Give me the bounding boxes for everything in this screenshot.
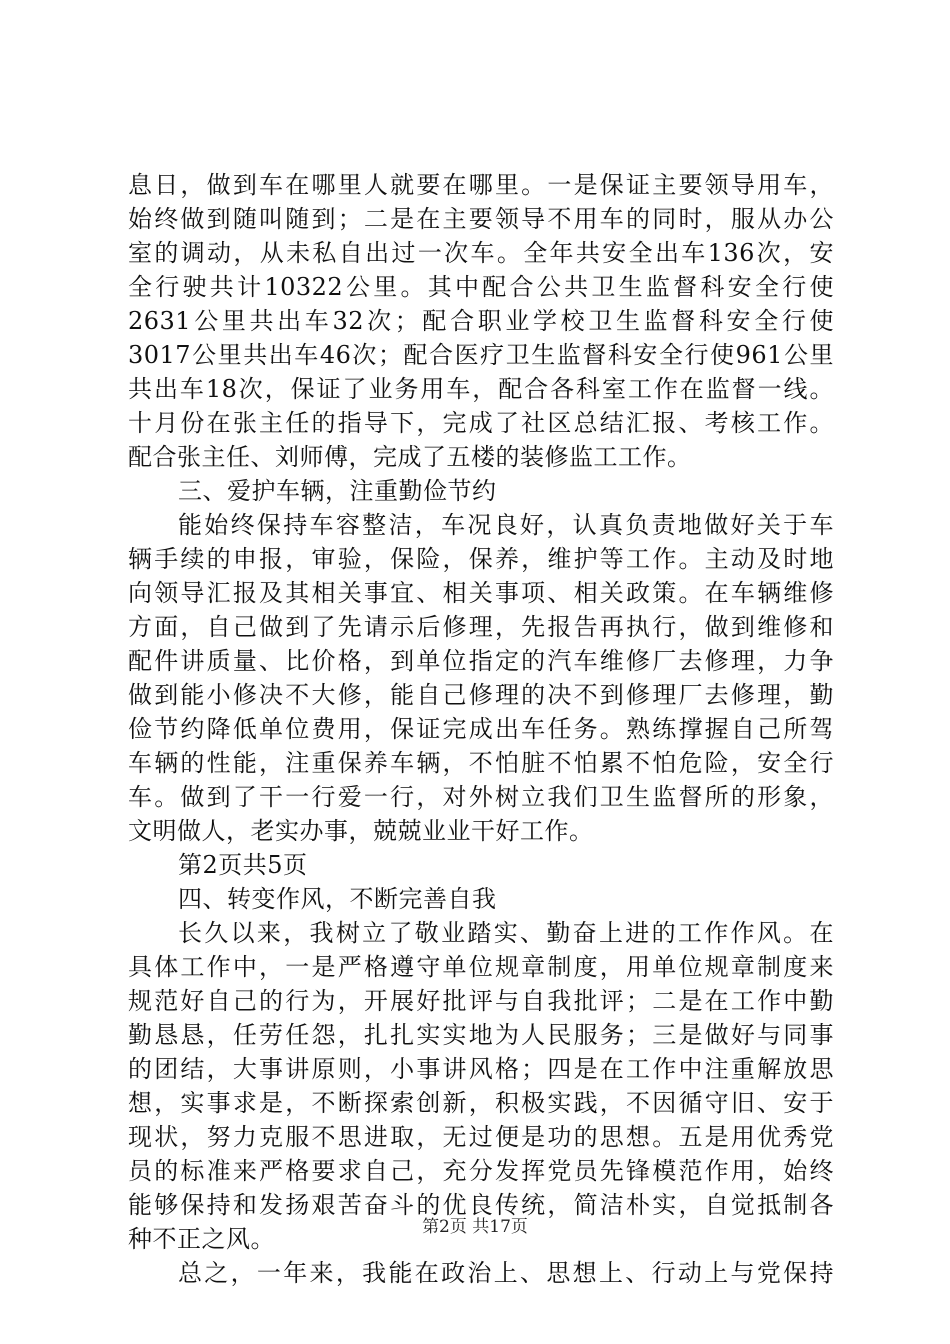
text-line: 车。做到了干一行爱一行，对外树立我们卫生监督所的形象， xyxy=(128,783,834,811)
text-line: 做到能小修决不大修，能自己修理的决不到修理厂去修理，勤 xyxy=(128,681,834,709)
text-line: 的团结，大事讲原则，小事讲风格；四是在工作中注重解放思 xyxy=(128,1055,834,1083)
text-line: 种不正之风。 xyxy=(128,1225,275,1253)
text-line: 车辆的性能，注重保养车辆，不怕脏不怕累不怕危险，安全行 xyxy=(128,749,834,777)
text-line: 长久以来，我树立了敬业踏实、勤奋上进的工作作风。在 xyxy=(178,919,834,947)
text-line: 三、爱护车辆，注重勤俭节约 xyxy=(178,477,497,505)
text-line: 员的标准来严格要求自己，充分发挥党员先锋模范作用，始终 xyxy=(128,1157,834,1185)
text-line: 室的调动，从未私自出过一次车。全年共安全出车136次，安 xyxy=(128,239,834,267)
text-line: 能始终保持车容整洁，车况良好，认真负责地做好关于车 xyxy=(178,511,834,539)
text-line: 十月份在张主任的指导下，完成了社区总结汇报、考核工作。 xyxy=(128,409,834,437)
page-footer: 第2页 共17页 xyxy=(422,1217,528,1237)
document-body xyxy=(128,168,834,1290)
text-line: 具体工作中，一是严格遵守单位规章制度，用单位规章制度来 xyxy=(128,953,834,981)
text-line: 现状，努力克服不思进取，无过便是功的思想。五是用优秀党 xyxy=(128,1123,834,1151)
text-line: 共出车18次，保证了业务用车，配合各科室工作在监督一线。 xyxy=(128,375,834,403)
text-line: 能够保持和发扬艰苦奋斗的优良传统，简洁朴实，自觉抵制各 xyxy=(128,1191,834,1219)
text-line: 文明做人，老实办事，兢兢业业干好工作。 xyxy=(128,817,594,845)
text-line: 配件讲质量、比价格，到单位指定的汽车维修厂去修理，力争 xyxy=(128,647,834,675)
text-line: 向领导汇报及其相关事宜、相关事项、相关政策。在车辆维修 xyxy=(128,579,834,607)
text-line: 规范好自己的行为，开展好批评与自我批评；二是在工作中勤 xyxy=(128,987,834,1015)
text-line: 全行驶共计10322公里。其中配合公共卫生监督科安全行使 xyxy=(128,273,834,301)
text-line: 始终做到随叫随到；二是在主要领导不用车的同时，服从办公 xyxy=(128,205,834,233)
text-line: 息日，做到车在哪里人就要在哪里。一是保证主要领导用车， xyxy=(128,171,834,199)
text-line: 方面，自己做到了先请示后修理，先报告再执行，做到维修和 xyxy=(128,613,834,641)
text-line: 辆手续的申报，审验，保险，保养，维护等工作。主动及时地 xyxy=(128,545,834,573)
text-line: 3017公里共出车46次；配合医疗卫生监督科安全行使961公里 xyxy=(128,341,834,369)
text-line: 勤恳恳，任劳任怨，扎扎实实地为人民服务；三是做好与同事 xyxy=(128,1021,834,1049)
text-line: 俭节约降低单位费用，保证完成出车任务。熟练撑握自己所驾 xyxy=(128,715,834,743)
text-line: 想，实事求是，不断探索创新，积极实践，不因循守旧、安于 xyxy=(128,1089,834,1117)
text-line: 2631公里共出车32次；配合职业学校卫生监督科安全行使 xyxy=(128,307,834,335)
text-line: 四、转变作风，不断完善自我 xyxy=(178,885,497,913)
text-line: 第2页共5页 xyxy=(178,851,308,879)
text-line: 总之，一年来，我能在政治上、思想上、行动上与党保持 xyxy=(178,1259,834,1287)
text-line: 配合张主任、刘师傅，完成了五楼的装修监工工作。 xyxy=(128,443,692,471)
